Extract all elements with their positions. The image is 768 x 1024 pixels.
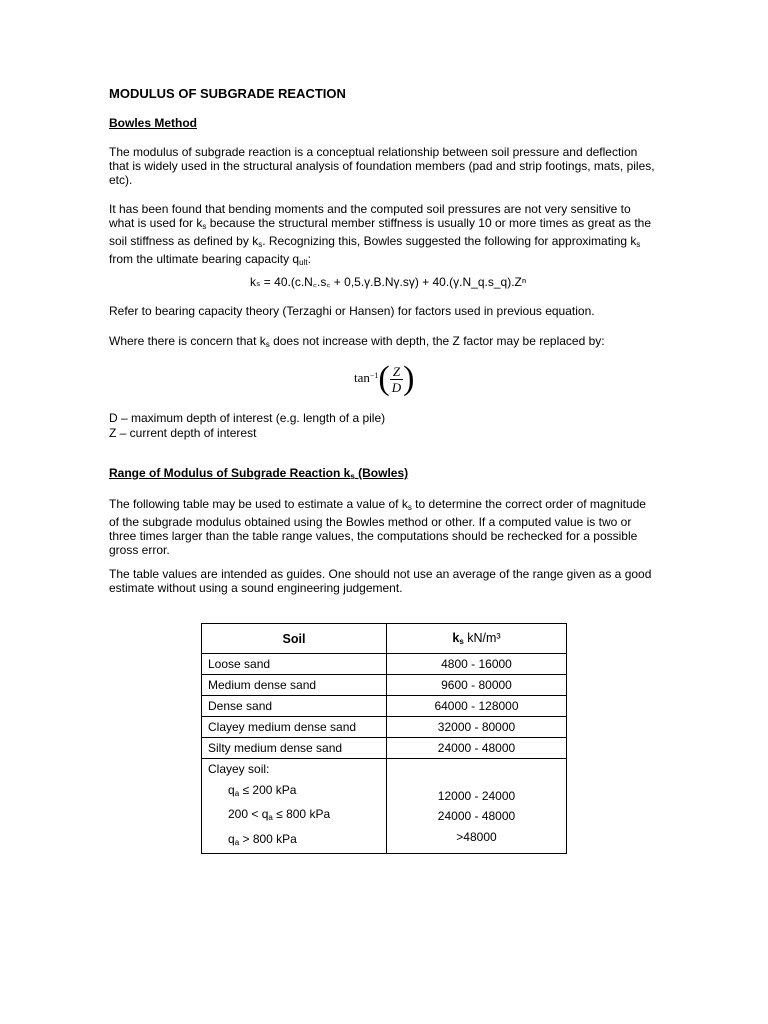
paragraph-table-guides: The table values are intended as guides. One should not use an average of the range given as a good estimate without using a sound engineering judgement. (109, 567, 652, 595)
value-cell-clayey (387, 759, 567, 854)
value-cell: 24000 - 48000 (387, 738, 567, 759)
clayey-value-2: 24000 - 48000 (437, 809, 516, 823)
equation-tan-inverse: $\tan^{-1}$( $\frac{Z}{D}$ ) (354, 360, 415, 397)
paragraph-depth-concern: Where there is concern that $k_s$ does not increase with depth, the Z factor may be replaced by: (109, 334, 605, 349)
clayey-sub-2: $200 < q_a \le 800$ kPa (228, 807, 331, 822)
equation-ks: kₛ = 40.(c.N꜀.s꜀ + 0,5.γ.B.Nγ.sγ) + 40.(γ.N_q.s_q).Zⁿ (250, 275, 527, 289)
table-row (202, 717, 567, 738)
paragraph-table-usage: The following table may be used to estimate a value of $k_s$ to determine the correct order of magnitude of the subgrade modulus obtained using the Bowles method or other. If a computed value is two or three times larger than the table range values, the computations should be rechecked for a possible gross error. (109, 497, 646, 557)
clayey-value-3: >48000 (456, 829, 497, 844)
section-heading-range: Range of Modulus of Subgrade Reaction $k_s$ (Bowles) (109, 466, 409, 481)
table-header-row (202, 624, 567, 654)
page-title: MODULUS OF SUBGRADE REACTION (109, 86, 346, 101)
paragraph-bearing-theory: Refer to bearing capacity theory (Terzaghi or Hansen) for factors used in previous equation. (109, 304, 595, 318)
table-row-clayey (202, 759, 567, 854)
clayey-label: Clayey soil: (208, 762, 270, 776)
value-cell: 9600 - 80000 (387, 675, 567, 696)
paragraph-intro: The modulus of subgrade reaction is a conceptual relationship between soil pressure and deflection that is widely used in the structural analysis of foundation members (pad and strip footings, mats, piles, etc). (109, 145, 655, 187)
definition-z: Z – current depth of interest (109, 426, 257, 440)
soil-cell: Medium dense sand (202, 675, 387, 696)
subgrade-modulus-table (201, 623, 567, 854)
definitions-list (109, 411, 385, 441)
header-soil: Soil (202, 624, 387, 654)
section-heading-bowles: Bowles Method (109, 116, 198, 130)
table-row (202, 675, 567, 696)
value-cell: 4800 - 16000 (387, 654, 567, 675)
paragraph-bowles-approx: It has been found that bending moments and the computed soil pressures are not very sensitive to what is used for $k_s$ because the structural member stiffness is usually 10 or more times as great as the soil stiffness as defined by $k_s$. Recognizing this, Bowles suggested the following for approximating $k_s$ from the ultimate bearing capacity $q_{ult}$: (109, 202, 652, 267)
clayey-value-1: 12000 - 24000 (437, 788, 516, 803)
table-row (202, 654, 567, 675)
soil-cell: Loose sand (202, 654, 387, 675)
soil-cell: Dense sand (202, 696, 387, 717)
value-cell: 32000 - 80000 (387, 717, 567, 738)
clayey-sub-1: $q_a \le 200$ kPa (228, 782, 297, 798)
soil-cell-clayey (202, 759, 387, 854)
soil-cell: Clayey medium dense sand (202, 717, 387, 738)
definition-d: D – maximum depth of interest (e.g. length of a pile) (109, 411, 386, 425)
soil-cell: Silty medium dense sand (202, 738, 387, 759)
table-row (202, 738, 567, 759)
header-ks: $k_s$ kN/m³ (387, 624, 567, 654)
clayey-sub-3: $q_a > 800$ kPa (228, 831, 297, 847)
value-cell: 64000 - 128000 (387, 696, 567, 717)
table-row (202, 696, 567, 717)
